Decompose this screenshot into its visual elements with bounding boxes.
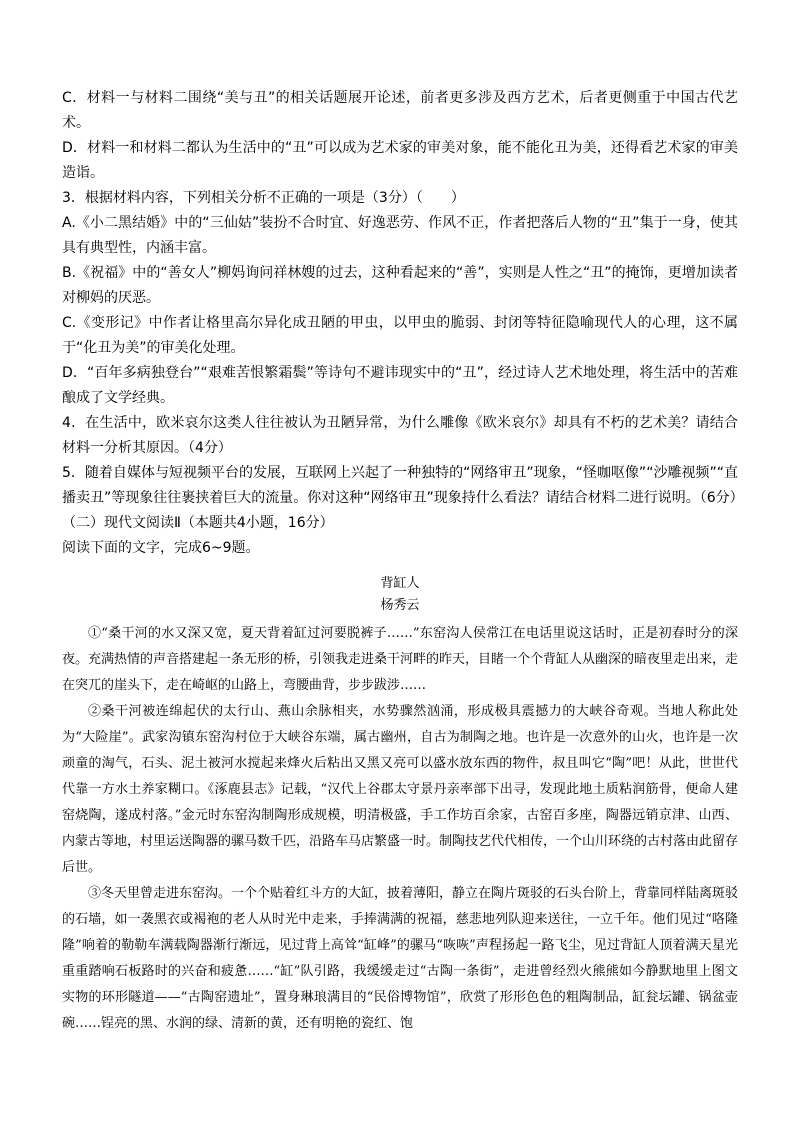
article-title: 背缸人: [380, 576, 420, 591]
exam-page: [62, 86, 744, 1037]
question-3-option-b: B.《祝福》中的“善女人”柳妈询问祥林嫂的过去，这种看起来的“善”，实则是人性之“丑”的掩饰，更增加读者对柳妈的厌恶。: [62, 265, 738, 306]
question-3-option-a: A.《小二黑结婚》中的“三仙姑”装扮不合时宜、好逸恶劳、作风不正，作者把落后人物的“丑”集于一身，使其具有典型性，内涵丰富。: [62, 215, 738, 256]
article-author: 杨秀云: [380, 598, 420, 613]
question-3-option-d: D．“百年多病独登台”“艰难苦恨繁霜鬓”等诗句不避讳现实中的“丑”，经过诗人艺术地处理，将生活中的苦难酿成了文学经典。: [62, 365, 738, 406]
article-paragraph-2: ②桑干河被连绵起伏的太行山、燕山余脉相夹，水势骤然汹涌，形成极具震撼力的大峡谷奇观。当地人称此处为“大险崖”。武家沟镇东窑沟村位于大峡谷东端，属古幽州，自古为制陶之地。也许是一次意外的山火，也许是一次顽童的淘气，石头、泥土被河水搅起来烽火后粘出又黑又亮可以盛水放东西的物件，叔且叫它“陶”吧！从此，世世代代靠一方水土养家糊口。《涿鹿县志》记载，“汉代上谷郡太守景丹亲率部下出寻，发现此地土质粘润筋骨，便命人建窑烧陶，遂成村落。”金元时东窑沟制陶形成规模，明清极盛，手工作坊百余家，古窑百多座，陶器远销京津、山西、内蒙古等地，村里运送陶器的骡马数千匹，沿路车马店繁盛一时。制陶技艺代代相传，一个山川环绕的古村落由此留存后世。: [62, 704, 739, 875]
section-2-header: （二）现代文阅读Ⅱ（本题共4小题，16分）: [62, 515, 334, 531]
article: [62, 573, 738, 1037]
article-paragraph-1: ①“桑干河的水又深又宽，夏天背着缸过河要脱裤子……”东窑沟人侯常江在电话里说这话时，正是初春时分的深夜。充满热情的声音搭建起一条无形的桥，引领我走进桑干河畔的昨天，目睹一个个背缸人从幽深的暗夜里走出来，走在突兀的崖头下，走在崎岖的山路上，弯腰曲背，步步跋涉……: [62, 626, 739, 693]
article-paragraph-3: ③冬天里曾走进东窑沟。一个个贴着红斗方的大缸，披着薄阳，静立在陶片斑驳的石头台阶上，背靠同样陆离斑驳的石墙，如一袭黑衣或褐袍的老人从时光中走来，手捧满满的祝福，慈悲地列队迎来送往，一立千年。他们见过“咯隆隆”响着的勒勒车满载陶器渐行渐远，见过背上高耸“缸峰”的骡马“咴咴”声程扬起一路飞尘，见过背缸人顶着满天星光重重踏响石板路时的兴奋和疲惫……“缸”队引路，我缓缓走过“古陶一条街”，走进曾经烈火熊熊如今静默地里上图文实物的环形隧道——“古陶窑遗址”，置身琳琅满目的“民俗博物馆”，欣赏了形形色色的粗陶制品，缸瓮坛罐、锅盆壶碗……锃亮的黑、水润的绿、清新的黄，还有明艳的瓷红、饱: [62, 886, 739, 1031]
question-3-option-c: C.《变形记》中作者让格里高尔异化成丑陋的甲虫，以甲虫的脆弱、封闭等特征隐喻现代人的心理，这不属于“化丑为美”的审美化处理。: [62, 315, 738, 356]
question-5: 5．随着自媒体与短视频平台的发展，互联网上兴起了一种独特的“网络审丑”现象，“怪咖呕像”“沙雕视频”“直播卖丑”等现象往往裹挟着巨大的流量。你对这种“网络审丑”现象持什么看法？请结合材料二进行说明。（6分）: [62, 465, 744, 506]
question-4: 4．在生活中，欧米哀尔这类人往往被认为丑陋异常，为什么雕像《欧米哀尔》却具有不朽的艺术美？请结合材料一分析其原因。（4分）: [62, 415, 738, 456]
option-c-text: C．材料一与材料二围绕“美与丑”的相关话题展开论述，前者更多涉及西方艺术，后者更侧重于中国古代艺术。: [62, 90, 738, 131]
question-3-stem: 3．根据材料内容，下列相关分析不正确的一项是（3分）（ ）: [62, 190, 465, 206]
question-block: [62, 86, 744, 561]
section-2-instruction: 阅读下面的文字，完成6~9题。: [62, 540, 260, 556]
option-d-text: D．材料一和材料二都认为生活中的“丑”可以成为艺术家的审美对象，能不能化丑为美，还得看艺术家的审美造诣。: [62, 140, 738, 181]
